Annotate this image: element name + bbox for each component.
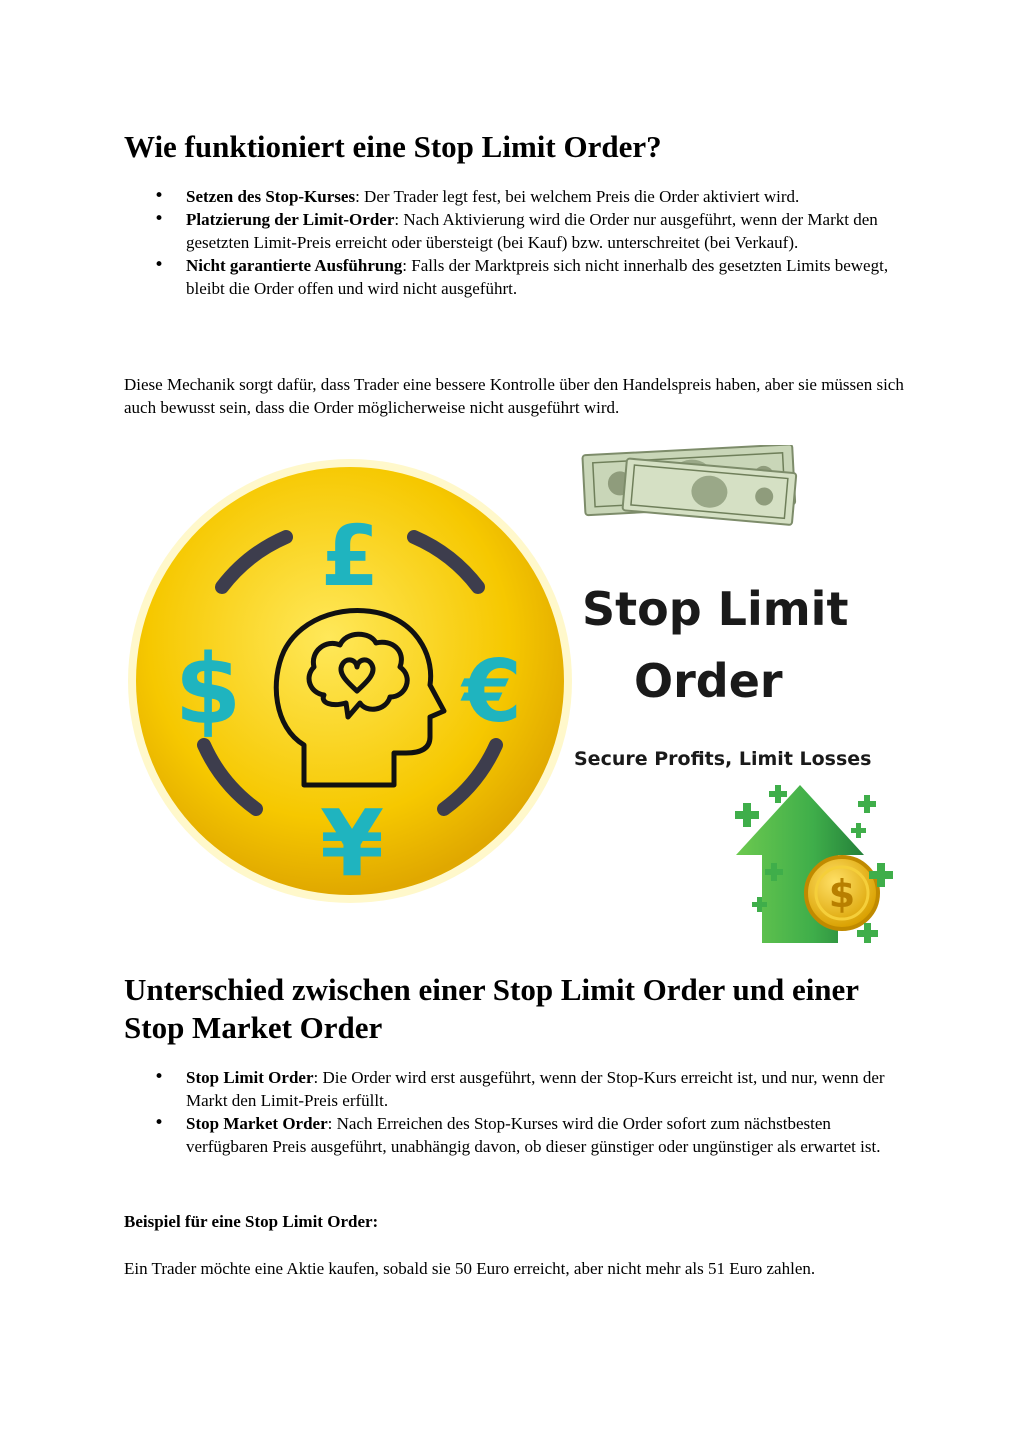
section-heading-difference: Unterschied zwischen einer Stop Limit Order und einer Stop Market Order xyxy=(124,972,859,1045)
list-item-term: Setzen des Stop-Kurses xyxy=(186,187,356,206)
dollar-symbol: $ xyxy=(174,634,242,746)
section-heading-how-it-works: Wie funktioniert eine Stop Limit Order? xyxy=(124,129,662,164)
difference-list xyxy=(124,1066,904,1158)
list-item-term: Stop Market Order xyxy=(186,1114,328,1133)
list-item-term: Nicht garantierte Ausführung xyxy=(186,256,403,275)
currency-coin-illustration xyxy=(128,459,572,903)
list-item xyxy=(124,254,904,300)
how-it-works-list xyxy=(124,185,904,300)
list-item-text: : Der Trader legt fest, bei welchem Preis die Order aktiviert wird. xyxy=(355,187,800,206)
infographic-title-line2: Order xyxy=(634,654,783,708)
example-heading: Beispiel für eine Stop Limit Order: xyxy=(124,1212,379,1231)
list-item-text: : Die Order wird erst ausgeführt, wenn der Stop-Kurs erreicht ist, und nur, wenn der Markt den Limit-Preis erfüllt. xyxy=(186,1068,885,1110)
pound-symbol: £ xyxy=(320,507,380,605)
list-item-term: Platzierung der Limit-Order xyxy=(186,210,395,229)
growth-arrow-icon xyxy=(735,785,893,943)
list-item-term: Stop Limit Order xyxy=(186,1068,314,1087)
stop-limit-order-infographic xyxy=(124,445,898,943)
list-item-text: : Nach Aktivierung wird die Order nur ausgeführt, wenn der Markt den gesetzten Limit-Preis erreicht oder übersteigt (bei Kauf) bzw. unterschreitet (bei Verkauf). xyxy=(186,210,878,252)
dollar-bills-icon xyxy=(582,445,796,525)
example-text: Ein Trader möchte eine Aktie kaufen, sobald sie 50 Euro erreicht, aber nicht mehr als 51 Euro zahlen. xyxy=(124,1259,816,1278)
mechanics-paragraph: Diese Mechanik sorgt dafür, dass Trader eine bessere Kontrolle über den Handelspreis haben, aber sie müssen sich auch bewusst sein, dass die Order möglicherweise nicht ausgeführt wird. xyxy=(124,375,904,417)
list-item xyxy=(124,1112,904,1158)
list-item xyxy=(124,185,904,208)
euro-symbol: € xyxy=(462,642,522,742)
infographic-svg xyxy=(124,445,898,943)
coin-dollar-symbol: $ xyxy=(828,872,856,916)
infographic-tagline: Secure Profits, Limit Losses xyxy=(574,748,872,770)
list-item-text: : Nach Erreichen des Stop-Kurses wird die Order sofort zum nächstbesten verfügbaren Preis ausgeführt, unabhängig davon, ob dieser günstiger oder ungünstiger als erwartet ist. xyxy=(186,1114,881,1156)
list-item xyxy=(124,1066,904,1112)
infographic-title-line1: Stop Limit xyxy=(582,582,849,636)
yen-symbol: ¥ xyxy=(319,790,385,897)
list-item-text: : Falls der Marktpreis sich nicht innerhalb des gesetzten Limits bewegt, bleibt die Order offen und wird nicht ausgeführt. xyxy=(186,256,889,298)
list-item xyxy=(124,208,904,254)
